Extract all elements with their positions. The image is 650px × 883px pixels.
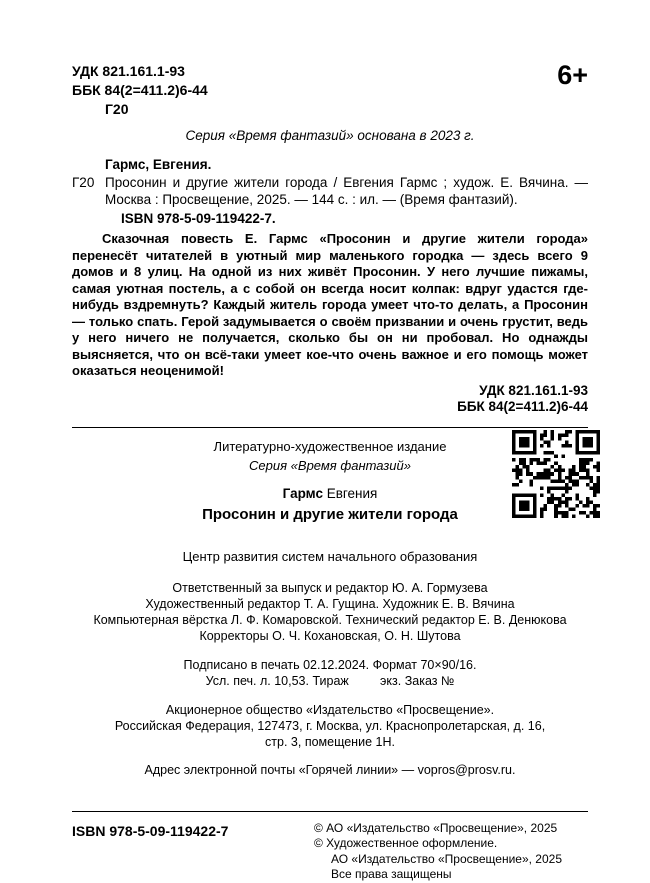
publisher-block — [72, 702, 588, 750]
udk-code: УДК 821.161.1-93 — [72, 63, 185, 79]
isbn-entry: ISBN 978-5-09-119422-7. — [121, 211, 276, 226]
print-info-line: Подписано в печать 02.12.2024. Формат 70×90/16. — [183, 657, 477, 672]
edition-type: Литературно-художественное издание — [213, 438, 447, 454]
catalog-letter: Г20 — [105, 101, 129, 117]
copyright-line: © Художественное оформление. — [313, 836, 498, 850]
catalog-number: Г20 — [72, 175, 95, 190]
publisher-line: Российская Федерация, 127473, г. Москва, ул. Краснопролетарская, д. 16, — [114, 718, 546, 733]
author-first-name: Евгения — [326, 485, 378, 501]
copyright-line: © АО «Издательство «Просвещение», 2025 — [313, 820, 558, 835]
copyright-block — [314, 821, 562, 883]
credit-line: Ответственный за выпуск и редактор Ю. А. Гормузева — [172, 580, 488, 595]
udk-code-bottom: УДК 821.161.1-93 — [479, 382, 588, 398]
catalog-entry-row — [72, 174, 588, 208]
hotline-email-line: Адрес электронной почты «Горячей линии» — vopros@prosv.ru. — [144, 762, 516, 777]
author-line — [72, 486, 588, 501]
classification-codes — [72, 62, 208, 119]
credit-line: Компьютерная вёрстка Л. Ф. Комаровской. Технический редактор Е. В. Денюкова — [93, 612, 567, 627]
isbn-footer: ISBN 978-5-09-119422-7 — [72, 822, 229, 839]
top-row — [72, 62, 588, 119]
annotation-text: Сказочная повесть Е. Гармс «Просонин и другие жители города» перенесёт читателей в уютный мир маленького городка — здесь всего 9 домов и 8 улиц. На одной из них живёт Просонин. У него лучшие пижамы, самая уютная постель, а с собой он всегда носит колпак: вдруг удастся где-нибудь вздремнуть? Каждый житель города умеет что-то делать, а Просонин — только спать. Герой задумывается о своём призвании и очень грустит, ведь у него ничего не получается, сколько бы он ни пробовал. Но однажды выясняется, что он всё-таки умеет кое-что очень важное и его помощь может оказаться неоценимой! — [72, 231, 588, 378]
series-name: Серия «Время фантазий» — [249, 457, 411, 473]
divider-bottom — [72, 811, 588, 812]
publisher-line: стр. 3, помещение 1Н. — [265, 734, 395, 749]
catalog-entry: Просонин и другие жители города / Евгения Гармс ; худож. Е. Вячина. — Москва : Просвещение, 2025. — 144 с. : ил. — (Время фантазий). — [105, 175, 588, 207]
publisher-line: Акционерное общество «Издательство «Просвещение». — [165, 702, 495, 717]
credit-line: Художественный редактор Т. А. Гущина. Художник Е. В. Вячина — [145, 596, 515, 611]
copyright-line: АО «Издательство «Просвещение», 2025 — [330, 851, 562, 866]
bbk-code: ББК 84(2=411.2)6-44 — [72, 82, 208, 98]
bbk-code-bottom: ББК 84(2=411.2)6-44 — [457, 398, 588, 414]
author-last-name: Гармс — [282, 485, 323, 501]
organization-name: Центр развития систем начального образования — [182, 548, 478, 564]
print-info-line: Усл. печ. л. 10,53. Тираж экз. Заказ № — [205, 673, 455, 688]
qr-code — [512, 430, 600, 518]
print-info-block — [72, 657, 588, 689]
credits-block — [72, 580, 588, 644]
copyright-line: Все права защищены — [330, 867, 452, 881]
divider-top — [72, 427, 588, 428]
author-heading: Гармс, Евгения. — [105, 157, 212, 172]
classification-codes-bottom — [72, 383, 588, 415]
credit-line: Корректоры О. Ч. Кохановская, О. Н. Шутова — [199, 628, 461, 643]
book-title: Просонин и другие жители города — [202, 505, 458, 523]
series-founded-note: Серия «Время фантазий» основана в 2023 г. — [185, 128, 475, 143]
footer-row — [72, 821, 588, 883]
age-rating-badge: 6+ — [557, 60, 588, 90]
